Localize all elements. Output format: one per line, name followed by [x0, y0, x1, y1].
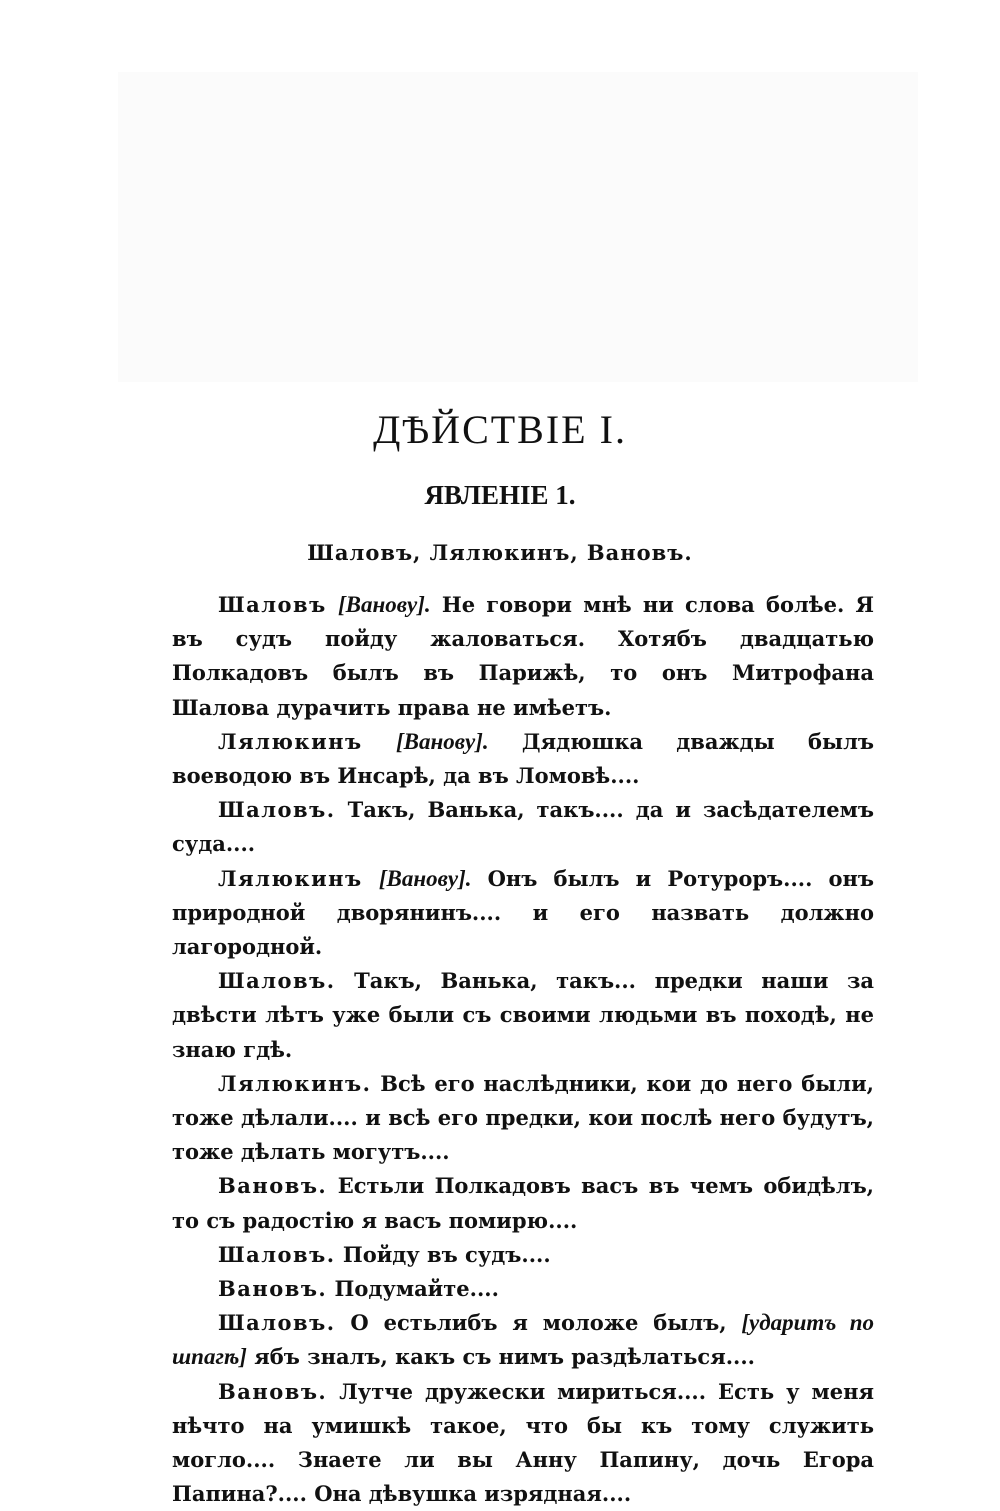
dialogue-paragraph — [172, 1238, 874, 1272]
speaker-name: Лялюкинъ — [218, 865, 363, 891]
dialogue-paragraph — [172, 793, 874, 861]
dialogue-paragraph — [172, 588, 874, 725]
dialogue-text: Лутче дружески мириться.... Есть у меня нѣчто на умишкѣ такое, что бы къ тому служить могло.... Знаете ли вы Анну Папину, дочь Егора Папина?.... Она дѣвушка изрядная.... — [172, 1378, 874, 1507]
speaker-name: Шаловъ. — [218, 1241, 336, 1267]
dialogue-paragraph — [172, 1272, 874, 1306]
stage-direction: [Ванову]. — [395, 728, 489, 754]
dialogue-text: Дядюшка дважды былъ воеводою въ Инсарѣ, да въ Ломовѣ.... — [172, 728, 874, 789]
dialogue-paragraph — [172, 1306, 874, 1374]
speaker-name: Лялюкинъ. — [218, 1070, 372, 1096]
stage-direction: [Ванову]. — [378, 865, 472, 891]
dialogue-text: О естьлибъ я моложе былъ, — [335, 1310, 742, 1336]
dialogue-text: ябъ зналъ, какъ съ нимъ раздѣлаться.... — [246, 1344, 755, 1370]
dialogue-text: Естьли Полкадовъ васъ въ чемъ обидѣлъ, то съ радостію я васъ помирю.... — [172, 1173, 874, 1233]
speaker-name: Шаловъ. — [218, 1310, 336, 1336]
dialogue-text: Такъ, Ванька, такъ.... да и засѣдателемъ суда.... — [172, 797, 874, 857]
dialogue-text: Не говори мнѣ ни слова болѣе. Я въ судъ пойду жаловаться. Хотябъ двадцатью Полкадовъ былъ въ Парижѣ, то онъ Митрофана Шалова дурачить права не имѣетъ. — [172, 592, 874, 720]
dialogue-body — [172, 588, 874, 1511]
dialogue-paragraph — [172, 964, 874, 1067]
speaker-name: Шаловъ — [218, 592, 327, 617]
dialogue-text: Онъ былъ и Ротуроръ.... онъ природной дворянинъ.... и его назвать должно лагородной. — [172, 865, 875, 960]
page-shading — [118, 72, 918, 382]
speaker-name: Лялюкинъ — [218, 728, 363, 754]
dialogue-paragraph — [172, 1169, 874, 1237]
dialogue-paragraph — [172, 862, 874, 965]
dialogue-text: Подумайте.... — [327, 1276, 499, 1302]
dialogue-paragraph — [172, 725, 874, 793]
speaker-name: Шаловъ. — [218, 797, 336, 823]
stage-direction: [ударитъ по шпагѣ] — [172, 1310, 874, 1370]
speaker-name: Вановъ. — [218, 1378, 328, 1404]
stage-direction: [Ванову]. — [337, 592, 431, 617]
dialogue-paragraph — [172, 1067, 874, 1170]
dialogue-text: Пойду въ судъ.... — [335, 1241, 551, 1267]
speaker-name: Вановъ. — [218, 1173, 328, 1199]
dialogue-paragraph — [172, 1375, 874, 1511]
cast-list: Шаловъ, Лялюкинъ, Вановъ. — [307, 540, 693, 565]
dialogue-text: Всѣ его наслѣдники, кои до него были, тоже дѣлали.... и всѣ его предки, кои послѣ него будутъ, тоже дѣлать могутъ.... — [172, 1070, 874, 1165]
speaker-name: Вановъ. — [218, 1276, 328, 1302]
act-title: ДѢЙСТВІЕ I. — [373, 407, 627, 452]
scene-title: ЯВЛЕНІЕ 1. — [424, 480, 576, 510]
dialogue-text: Такъ, Ванька, такъ... предки наши за двѣсти лѣтъ уже были съ своими людьми въ походѣ, не знаю гдѣ. — [172, 968, 874, 1062]
speaker-name: Шаловъ. — [218, 968, 336, 994]
